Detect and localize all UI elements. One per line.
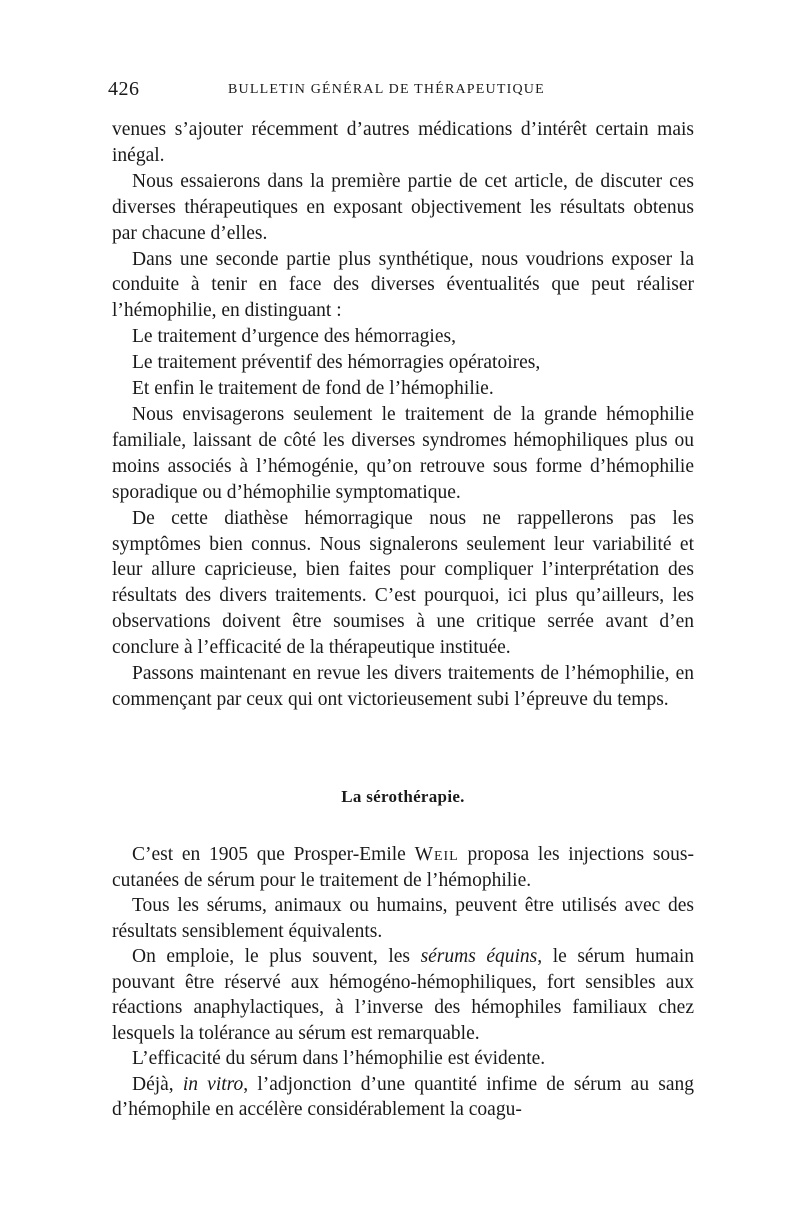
paragraph	[112, 1072, 694, 1123]
paragraph: Nous envisagerons seulement le traitement de la grande hémophilie familiale, laissant de côté les diverses syndromes hémophiliques plus ou moins associés à l’hémogénie, qu’on retrouve sous forme d’hémophilie sporadique ou d’hémophilie symptomatique.	[112, 403, 694, 503]
paragraph: Nous essaierons dans la première partie de cet article, de discuter ces diverses thérapeutiques en exposant objectivement les résultats obtenus par chacune d’elles.	[112, 170, 694, 244]
section-intro-text	[112, 117, 694, 713]
author-name: Weil	[414, 844, 459, 865]
paragraph: L’efficacité du sérum dans l’hémophilie est évidente.	[132, 1048, 546, 1069]
list-item: Le traitement préventif des hémorragies opératoires,	[132, 352, 541, 374]
section-serotherapie-text	[112, 842, 694, 1123]
paragraph	[112, 842, 694, 893]
emphasis: in vitro	[182, 1073, 244, 1095]
text-run: , l’adjonction d’une quantité infime de sérum au sang d’hémophile en accélère considérablement la coagu-	[112, 1073, 694, 1120]
paragraph	[112, 944, 694, 1046]
journal-title: BULLETIN GÉNÉRAL DE THÉRAPEUTIQUE	[228, 82, 545, 97]
paragraph: Passons maintenant en revue les divers traitements de l’hémophilie, en commençant par ceux qui ont victorieusement subi l’épreuve du temps.	[112, 663, 694, 710]
section-heading: La sérothérapie.	[341, 787, 465, 806]
text-run: C’est en 1905 que Prosper-Emile	[132, 844, 415, 865]
paragraph: Tous les sérums, animaux ou humains, peuvent être utilisés avec des résultats sensiblement équivalents.	[112, 895, 694, 942]
text-run: , le sérum humain pouvant être réservé aux hémogéno-hémophiliques, fort sensibles aux réactions anaphylactiques, à l’inverse des hémophiles familiaux chez lesquels la tolérance au sérum est remarquable.	[112, 946, 695, 1044]
paragraph: Dans une seconde partie plus synthétique, nous voudrions exposer la conduite à tenir en face des diverses éventualités que peut réaliser l’hémophilie, en distinguant :	[112, 248, 694, 322]
text-run: On emploie, le plus souvent, les	[132, 946, 421, 967]
running-header	[108, 78, 694, 102]
emphasis: sérums équins	[420, 946, 538, 967]
text-run: proposa les injections sous-cutanées de sérum pour le traitement de l’hémophilie.	[112, 844, 694, 891]
list-item: Et enfin le traitement de fond de l’hémophilie.	[132, 378, 494, 400]
paragraph: venues s’ajouter récemment d’autres médications d’intérêt certain mais inégal.	[112, 119, 694, 166]
text-run: Déjà,	[132, 1073, 183, 1095]
page-number: 426	[108, 78, 140, 100]
paragraph: De cette diathèse hémorragique nous ne rappellerons pas les symptômes bien connus. Nous signalerons seulement leur variabilité et leur allure capricieuse, bien faites pour compliquer l’interprétation des résultats des divers traitements. C’est pourquoi, ici plus qu’ailleurs, les observations doivent être soumises à une critique serrée avant d’en conclure à l’efficacité de la thérapeutique instituée.	[112, 507, 694, 659]
list-item: Le traitement d’urgence des hémorragies,	[132, 326, 456, 348]
